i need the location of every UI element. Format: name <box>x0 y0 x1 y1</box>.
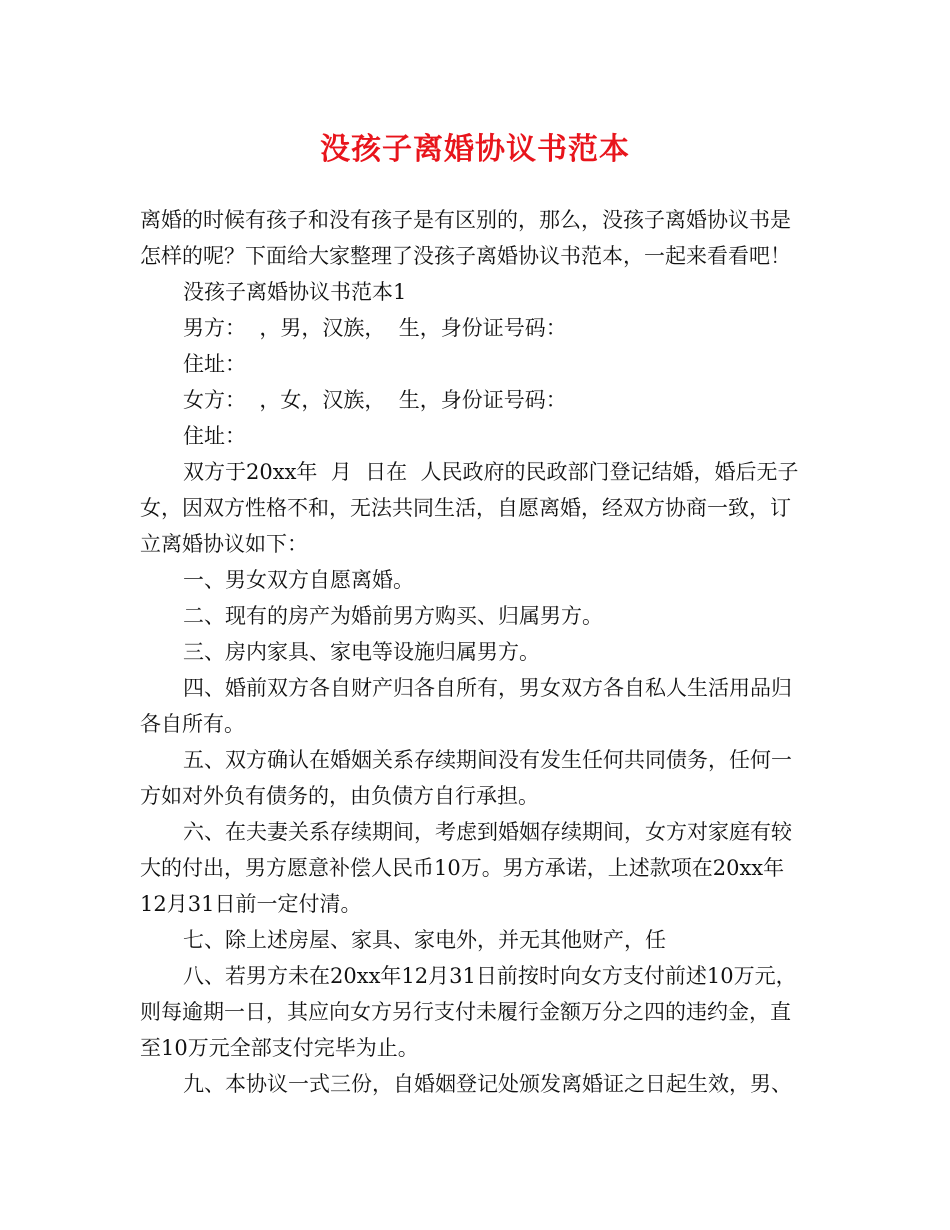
body-line: 则每逾期一日，其应向女方另行支付未履行金额万分之四的违约金，直 <box>140 1000 791 1024</box>
body-line: 至10万元全部支付完毕为止。 <box>140 1036 419 1060</box>
body-line: 三、房内家具、家电等设施归属男方。 <box>183 640 540 664</box>
body-line: 没孩子离婚协议书范本1 <box>183 280 407 304</box>
body-line: 离婚的时候有孩子和没有孩子是有区别的，那么，没孩子离婚协议书是 <box>140 208 791 232</box>
body-line: 男方： ，男，汉族， 生，身份证号码： <box>183 316 567 340</box>
body-line: 八、若男方未在20xx年12月31日前按时向女方支付前述10万元， <box>183 964 797 988</box>
body-line: 女方： ，女，汉族， 生，身份证号码： <box>183 388 567 412</box>
body-line: 12月31日前一定付清。 <box>140 892 362 916</box>
body-line: 二、现有的房产为婚前男方购买、归属男方。 <box>183 604 603 628</box>
body-line: 住址： <box>183 352 246 376</box>
body-line: 七、除上述房屋、家具、家电外，并无其他财产，任 <box>183 928 666 952</box>
body-line: 各自所有。 <box>140 712 245 736</box>
body-line: 九、本协议一式三份，自婚姻登记处颁发离婚证之日起生效，男、 <box>183 1072 792 1096</box>
body-line: 女，因双方性格不和，无法共同生活，自愿离婚，经双方协商一致，订 <box>140 496 791 520</box>
body-line: 怎样的呢？下面给大家整理了没孩子离婚协议书范本，一起来看看吧！ <box>140 244 791 268</box>
body-line: 立离婚协议如下： <box>140 532 308 556</box>
body-line: 一、男女双方自愿离婚。 <box>183 568 414 592</box>
document-body <box>140 202 815 1102</box>
body-line: 方如对外负有债务的，由负债方自行承担。 <box>140 784 539 808</box>
body-line: 双方于20xx年 月 日在 人民政府的民政部门登记结婚，婚后无子 <box>183 460 799 484</box>
body-line: 大的付出，男方愿意补偿人民币10万。男方承诺，上述款项在20xx年 <box>140 856 785 880</box>
body-line: 住址： <box>183 424 246 448</box>
body-line: 五、双方确认在婚姻关系存续期间没有发生任何共同债务，任何一 <box>183 748 792 772</box>
body-line: 四、婚前双方各自财产归各自所有，男女双方各自私人生活用品归 <box>183 676 792 700</box>
body-line: 六、在夫妻关系存续期间，考虑到婚姻存续期间，女方对家庭有较 <box>183 820 792 844</box>
document-title: 没孩子离婚协议书范本 <box>320 132 630 167</box>
